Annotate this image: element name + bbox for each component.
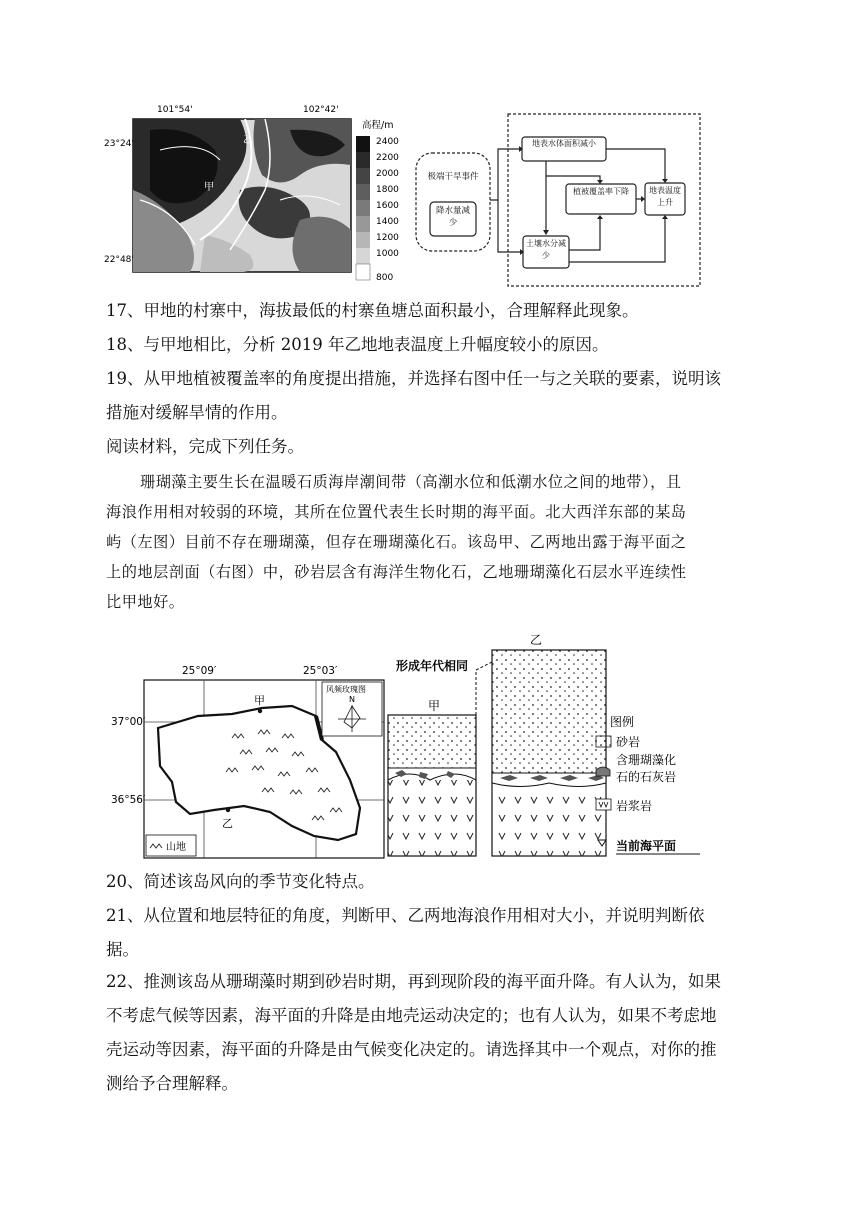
question-22-line-1: 22、推测该岛从珊瑚藻时期到砂岩时期，再到现阶段的海平面升降。有人认为，如果 <box>106 972 721 991</box>
wind-rose-north: N <box>349 695 355 704</box>
question-18: 18、与甲地相比，分析 2019 年乙地地表温度上升幅度较小的原因。 <box>106 335 609 354</box>
material-line: 海浪作用相对较弱的环境，其所在位置代表生长时期的海平面。北大西洋东部的某岛 <box>106 503 687 521</box>
flow-surface-water: 地表水体面积减小 <box>532 139 596 148</box>
question-22-line-2: 不考虑气候等因素，海平面的升降是由地壳运动决定的；也有人认为，如果不考虑地 <box>106 1006 717 1025</box>
place-label-yi: 乙 <box>243 135 253 146</box>
question-22-line-3: 壳运动等因素，海平面的升降是由气候变化决定的。请选择其中一个观点，对你的推 <box>106 1040 717 1059</box>
section-jia-label: 甲 <box>428 699 441 713</box>
island-lat-label-2: 36°56′ <box>111 794 146 806</box>
flow-rainfall: 降水量减少 <box>435 206 470 228</box>
section-yi-label: 乙 <box>530 633 543 647</box>
legend-magma: 岩浆岩 <box>616 799 653 813</box>
legend-value: 1600 <box>376 201 399 211</box>
figure-2 <box>0 630 860 865</box>
legend-coral-line-1: 含珊瑚藻化 <box>616 753 677 767</box>
place-jia: 甲 <box>254 694 265 707</box>
question-20: 20、简述该岛风向的季节变化特点。 <box>106 872 375 891</box>
legend-value: 2400 <box>376 137 399 147</box>
material-line: 屿（左图）目前不存在珊瑚藻，但存在珊瑚藻化石。该岛甲、乙两地出露于海平面之 <box>106 533 687 551</box>
elevation-legend <box>356 119 399 283</box>
wind-rose-title: 风频玫瑰图 <box>326 685 366 694</box>
island-map <box>111 665 384 858</box>
instruction: 阅读材料，完成下列任务。 <box>106 437 304 456</box>
map-lon-label-1: 101°54' <box>157 105 193 115</box>
legend-value: 1400 <box>376 217 399 227</box>
flow-vegetation: 植被覆盖率下降 <box>573 187 629 196</box>
legend-value: 1200 <box>376 233 399 243</box>
mountain-legend-label: 山地 <box>166 842 186 853</box>
map-lat-label-2: 22°48' <box>104 255 134 265</box>
place-label-jia: 甲 <box>204 182 214 193</box>
same-age-label: 形成年代相同 <box>396 659 469 673</box>
material-line: 珊瑚藻主要生长在温暖石质海岸潮间带（高潮水位和低潮水位之间的地带），且 <box>140 473 682 491</box>
island-lon-label-2: 25°03′ <box>303 665 338 677</box>
question-19-line-2: 措施对缓解旱情的作用。 <box>106 403 288 422</box>
question-17: 17、甲地的村寨中，海拔最低的村寨鱼塘总面积最小，合理解释此现象。 <box>106 301 639 320</box>
legend-sea-level: 当前海平面 <box>616 839 677 853</box>
section-yi <box>492 633 606 856</box>
place-yi: 乙 <box>222 817 233 830</box>
map-lon-label-2: 102°42' <box>303 105 339 115</box>
flow-temperature: 地表温度上升 <box>649 186 681 207</box>
legend-value: 800 <box>376 273 394 283</box>
section-legend-title: 图例 <box>610 715 635 729</box>
legend-title: 高程/m <box>362 120 394 131</box>
section-jia <box>388 699 476 856</box>
flow-soil-moisture: 土壤水分减少 <box>526 239 566 260</box>
material-line: 上的地层剖面（右图）中，砂岩层含有海洋生物化石，乙地珊瑚藻化石层水平连续性 <box>106 563 687 581</box>
legend-value: 2000 <box>376 169 399 179</box>
question-21-line-2: 据。 <box>106 940 139 959</box>
question-22-line-4: 测给予合理解释。 <box>106 1074 238 1093</box>
legend-value: 1800 <box>376 185 399 195</box>
legend-coral-line-2: 石的石灰岩 <box>616 770 677 784</box>
island-lon-label-1: 25°09′ <box>182 665 217 677</box>
figure-1 <box>0 0 860 300</box>
island-lat-label-1: 37°00′ <box>111 716 146 728</box>
section-legend <box>596 714 700 854</box>
question-19-line-1: 19、从甲地植被覆盖率的角度提出措施，并选择右图中任一与之关联的要素，说明该 <box>106 369 721 388</box>
legend-value: 1000 <box>376 249 399 259</box>
question-21-line-1: 21、从位置和地层特征的角度，判断甲、乙两地海浪作用相对大小，并说明判断依 <box>106 906 705 925</box>
map-lat-label-1: 23°24' <box>104 139 134 149</box>
elevation-map <box>104 105 351 272</box>
flow-event: 极端干旱事件 <box>427 172 479 182</box>
legend-value: 2200 <box>376 153 399 163</box>
material-line: 比甲地好。 <box>106 593 185 611</box>
legend-sandstone: 砂岩 <box>616 735 641 749</box>
